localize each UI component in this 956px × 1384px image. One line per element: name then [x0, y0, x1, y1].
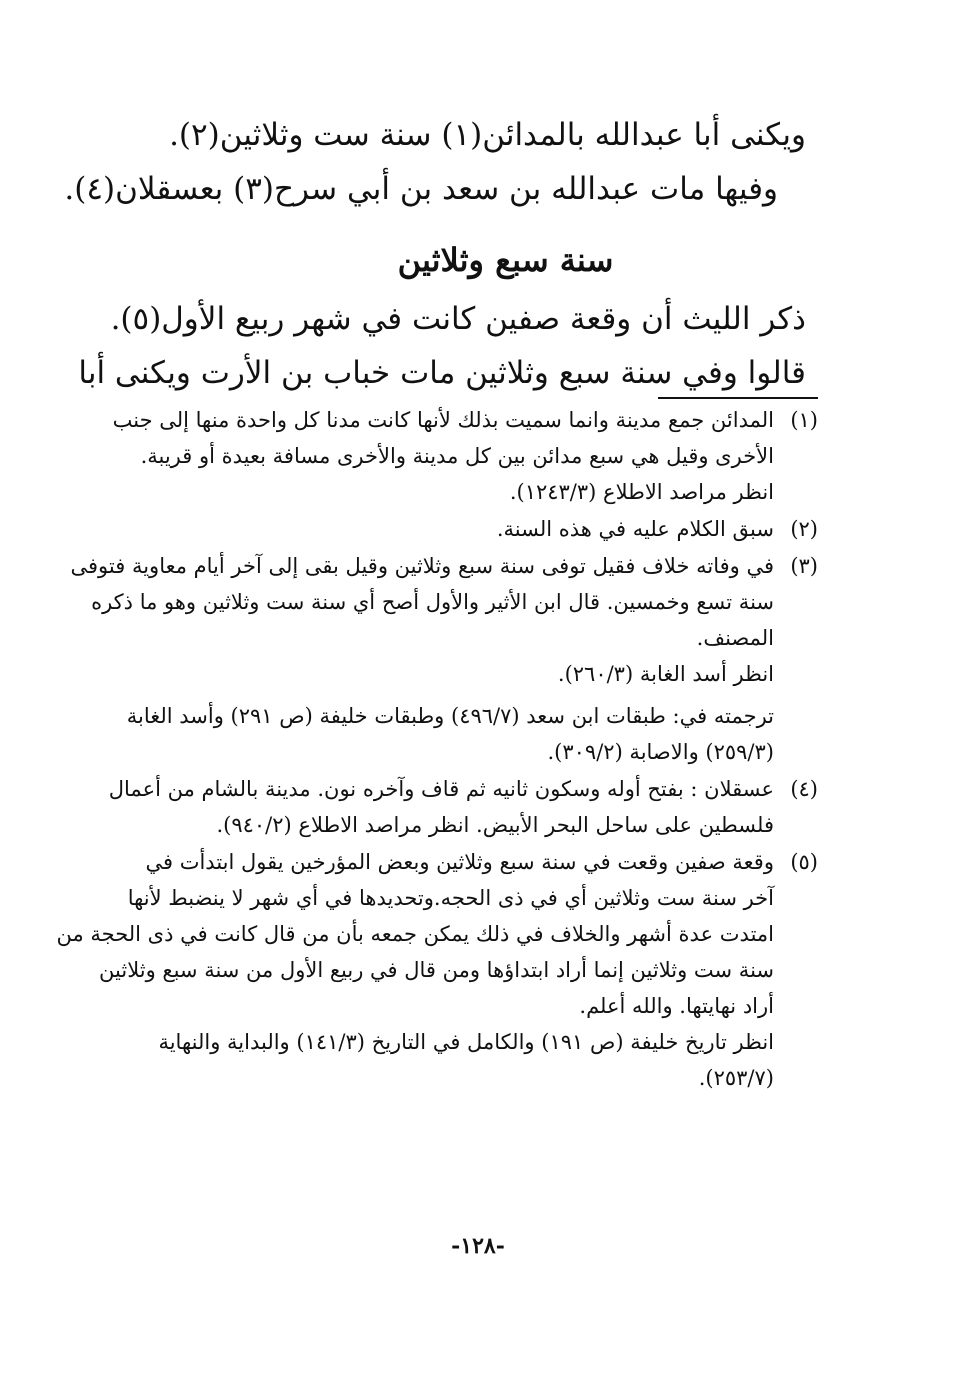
footnote-line: انظر مراصد الاطلاع (١٢٤٣/٣).	[509, 480, 774, 504]
footnote-sources	[71, 698, 774, 770]
footnote-line: المصنف.	[696, 626, 774, 650]
footnote-4	[108, 771, 818, 843]
footnote-2	[120, 511, 818, 547]
footnotes	[56, 402, 818, 1097]
footnote-line: (٢٥٣/٧).	[698, 1066, 774, 1090]
footnote-line: ترجمته في: طبقات ابن سعد (٤٩٦/٧) وطبقات خليفة (ص ٢٩١) وأسد الغابة	[126, 704, 774, 728]
main-line: وفيها مات عبدالله بن سعد بن أبي سرح(٣) بعسقلان(٤).	[64, 171, 778, 207]
footnote-number: (٢)	[790, 517, 818, 541]
footnote-number: (٥)	[790, 850, 818, 874]
footnote-line: سبق الكلام عليه في هذه السنة.	[496, 517, 774, 541]
footnote-body	[120, 511, 774, 547]
footnote-line: انظر تاريخ خليفة (ص ١٩١) والكامل في التاريخ (١٤١/٣) والبداية والنهاية	[158, 1030, 774, 1054]
footnote-line: في وفاته خلاف فقيل توفى سنة سبع وثلاثين وقيل بقى إلى آخر أيام معاوية فتوفى	[70, 554, 774, 578]
section-heading: سنة سبع وثلاثين	[397, 241, 614, 279]
footnote-body	[71, 548, 774, 770]
footnote-5	[56, 844, 818, 1096]
main-line: قالوا وفي سنة سبع وثلاثين مات خباب بن الأرت ويكنى أبا	[78, 355, 806, 391]
footnote-separator	[658, 397, 818, 399]
footnote-3	[70, 548, 818, 770]
footnote-number: (٣)	[790, 554, 818, 578]
footnote-line: عسقلان : بفتح أوله وسكون ثانيه ثم قاف وآخره نون. مدينة بالشام من أعمال	[108, 777, 774, 801]
footnote-line: الأخرى وقيل هي سبع مدائن بين كل مدينة والأخرى مسافة بعيدة أو قريبة.	[140, 444, 774, 468]
footnote-line: سنة تسع وخمسين. قال ابن الأثير والأول أصح أي سنة ست وثلاثين وهو ما ذكره	[91, 590, 774, 614]
main-line: ذكر الليث أن وقعة صفين كانت في شهر ربيع الأول(٥).	[110, 301, 806, 337]
footnote-body	[109, 771, 774, 843]
footnote-line: المدائن جمع مدينة وانما سميت بذلك لأنها كانت مدنا كل واحدة منها إلى جنب	[112, 408, 774, 432]
main-line: ويكنى أبا عبدالله بالمدائن(١) سنة ست وثلاثين(٢).	[169, 117, 806, 153]
footnote-line: وقعة صفين وقعت في سنة سبع وثلاثين وبعض المؤرخين يقول ابتدأت في	[145, 850, 774, 874]
footnote-line: أراد نهايتها. والله أعلم.	[579, 994, 774, 1018]
footnote-line: فلسطين على ساحل البحر الأبيض. انظر مراصد الاطلاع (٩٤٠/٢).	[216, 813, 774, 837]
footnote-body	[113, 402, 774, 510]
footnote-line: انظر أسد الغابة (٢٦٠/٣).	[557, 662, 774, 686]
page-number: -١٢٨-	[451, 1233, 505, 1259]
footnote-line: سنة ست وثلاثين إنما أراد ابتداؤها ومن قال في ربيع الأول من سنة سبع وثلاثين	[99, 958, 774, 982]
footnote-1	[112, 402, 818, 510]
main-text	[64, 108, 806, 400]
footnote-line: آخر سنة ست وثلاثين أي في ذى الحجه.وتحديدها في أي شهر لا ينضبط لأنها	[127, 886, 774, 910]
footnote-line: امتدت عدة أشهر والخلاف في ذلك يمكن جمعه بأن من قال كانت في ذى الحجة من	[56, 922, 774, 946]
footnote-number: (٤)	[790, 777, 818, 801]
footnote-body	[56, 844, 774, 1096]
footnote-number: (١)	[790, 408, 818, 432]
footnote-line: (٢٥٩/٣) والاصابة (٣٠٩/٢).	[547, 740, 774, 764]
